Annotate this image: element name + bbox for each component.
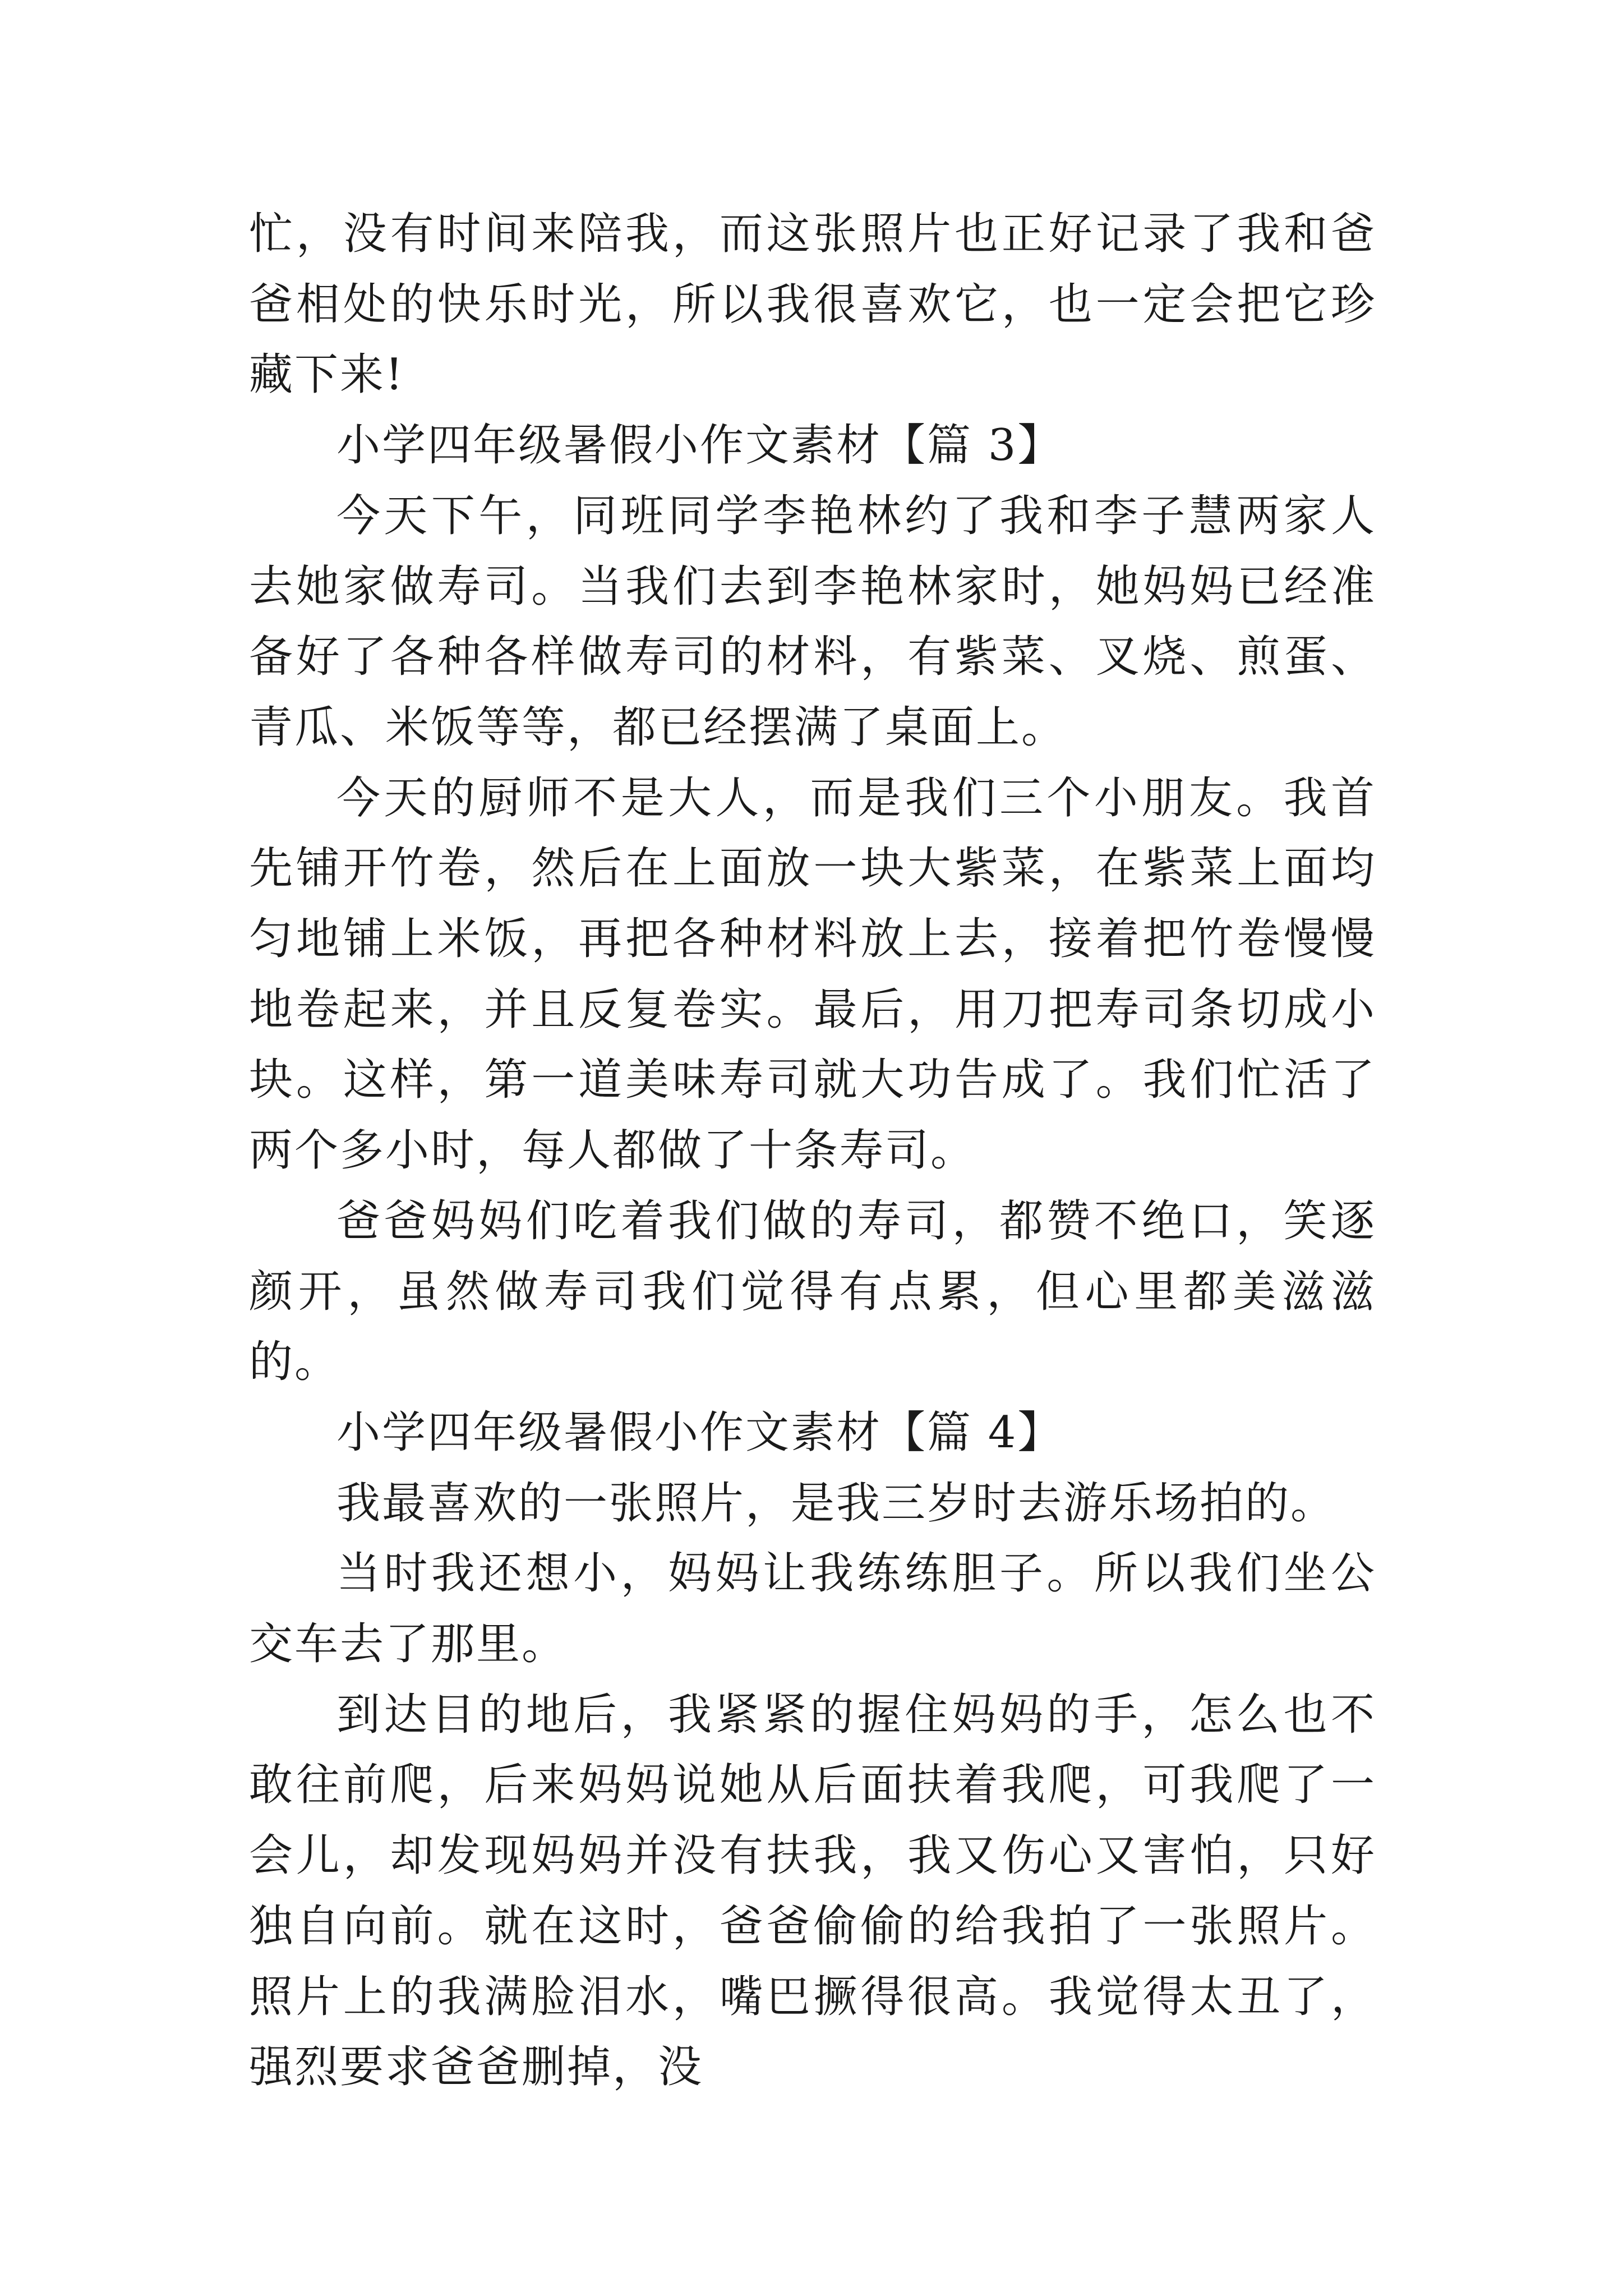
paragraph: 爸爸妈妈们吃着我们做的寿司，都赞不绝口，笑逐颜开，虽然做寿司我们觉得有点累，但心里都美滋滋的。 bbox=[249, 1195, 1376, 1388]
paragraph: 今天下午，同班同学李艳林约了我和李子慧两家人去她家做寿司。当我们去到李艳林家时，她妈妈已经准备好了各种各样做寿司的材料，有紫菜、叉烧、煎蛋、青瓜、米饭等等，都已经摆满了桌面上。 bbox=[249, 490, 1376, 753]
paragraph: 我最喜欢的一张照片，是我三岁时去游乐场拍的。 bbox=[336, 1478, 1336, 1529]
body-text bbox=[249, 199, 1376, 2103]
section-heading-4: 小学四年级暑假小作文素材【篇 4】 bbox=[336, 1407, 1063, 1458]
paragraph: 今天的厨师不是大人，而是我们三个小朋友。我首先铺开竹卷，然后在上面放一块大紫菜，在紫菜上面均匀地铺上米饭，再把各种材料放上去，接着把竹卷慢慢地卷起来，并且反复卷实。最后，用刀把寿司条切成小块。这样，第一道美味寿司就大功告成了。我们忙活了两个多小时，每人都做了十条寿司。 bbox=[249, 772, 1376, 1176]
paragraph: 当时我还想小，妈妈让我练练胆子。所以我们坐公交车去了那里。 bbox=[249, 1548, 1376, 1670]
paragraph: 到达目的地后，我紧紧的握住妈妈的手，怎么也不敢往前爬，后来妈妈说她从后面扶着我爬，可我爬了一会儿，却发现妈妈并没有扶我，我又伤心又害怕，只好独自向前。就在这时，爸爸偷偷的给我拍了一张照片。照片上的我满脸泪水，嘴巴撅得很高。我觉得太丑了，强烈要求爸爸删掉，没 bbox=[249, 1689, 1376, 2093]
paragraph-continued: 忙，没有时间来陪我，而这张照片也正好记录了我和爸爸相处的快乐时光，所以我很喜欢它，也一定会把它珍藏下来! bbox=[249, 209, 1376, 401]
section-heading-3: 小学四年级暑假小作文素材【篇 3】 bbox=[336, 420, 1063, 471]
